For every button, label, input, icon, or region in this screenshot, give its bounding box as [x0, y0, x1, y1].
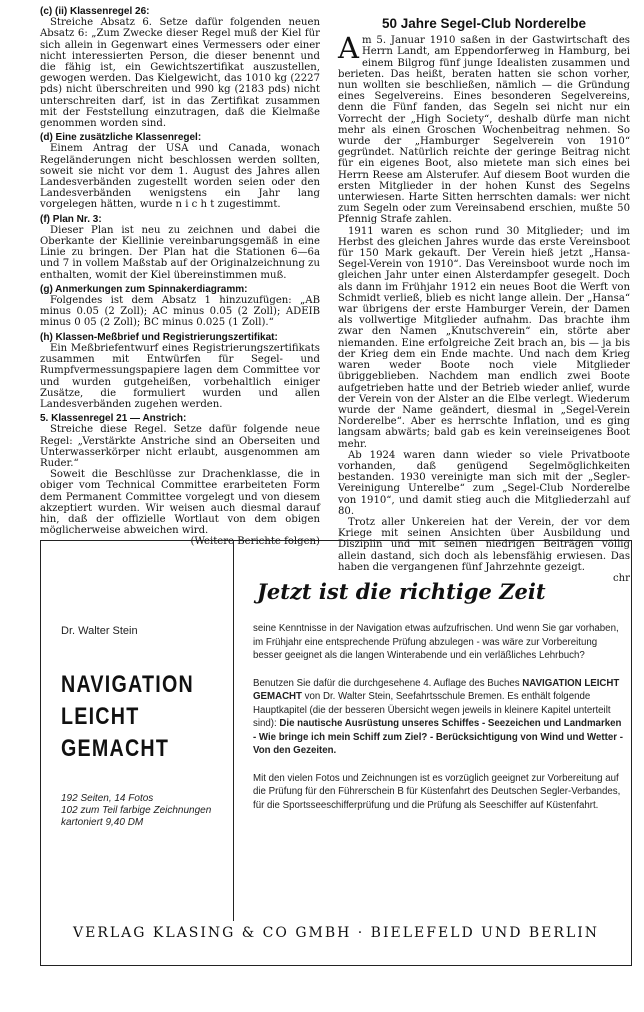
ad-p2-a: Benutzen Sie dafür die durchgesehene 4. Auflage des Buches [253, 677, 523, 689]
body-paragraph: Einem Antrag der USA und Canada, wonach Regeländerungen nicht beschlossen werden sollten, soweit sie nicht vor dem 1. August des Jahres allen Landesverbänden zugestellt worden seien oder den Landesverbänden wenigstens ein Jahr lang vorgelegen hätten, wurde n i c h t zugestimmt. [40, 143, 320, 211]
ad-paragraph-2 [253, 677, 623, 758]
ad-book-panel [41, 541, 234, 921]
ad-p2-c: von Dr. Walter Stein, Seefahrtsschule Bremen. Es enthält folgende Hauptkapitel (die der besseren Übersicht wegen jeweils in kleinere Kapitel unterteilt sind): [253, 691, 611, 729]
section-heading: (g) Anmerkungen zum Spinnakerdiagramm: [40, 283, 248, 295]
article-column [338, 6, 630, 584]
ad-book-title-line: GEMACHT [61, 735, 170, 762]
ad-p2-chapters: Die nautische Ausrüstung unseres Schiffes - Seezeichen und Landmarken - Wie bringe ich mein Schiff zum Ziel? - Berücksichtigung von Wind und Wetter - Von den Gezeiten. [253, 718, 623, 756]
body-paragraph: Streiche diese Regel. Setze dafür folgende neue Regel: „Verstärkte Anstriche sind an Oberseiten und Unterwasserkörper nicht erlaubt, ausgenommen am Ruder.“ [40, 424, 320, 469]
section-heading: (c) (ii) Klassenregel 26: [40, 6, 150, 17]
ad-headline: Jetzt ist die richtige Zeit [257, 579, 546, 604]
ad-body-text [253, 622, 623, 812]
article-paragraph-text: m 5. Januar 1910 saßen in der Gastwirtschaft des Herrn Landt, am Eppendorferweg in Hamburg, bei einem Bilgrog fünf junge Idealisten zusammen und berieten. Das heißt, beraten hatten sie schon vorher, nun wollten sie beschließen, nämlich — die Gründung eines Segelvereins. Eines besonderen Segelvereins, denn die Fünf fanden, das Segeln sei nicht nur ein Vorrecht der „High Society“, deshalb dürfe man nicht mehr als einen Groschen Wochenbeitrag nehmen. So wurde der „Hamburger Segelverein von 1910“ gegründet. Natürlich reichte der geringe Beitrag nicht für ein eigenes Boot, also mietete man sich eines bei Herrn Reese am Alsterufer. Auf diesem Boot wurden die ersten Mitglieder in der hohen Kunst des Segelns unterwiesen. Harte Sitten herrschten damals: wer nicht zum Segeln oder zum Vereinsabend erschien, mußte 50 Pfennig Strafe zahlen. [338, 35, 630, 226]
ad-p2-book-name: NAVIGATION LEICHT GEMACHT [253, 677, 620, 702]
ad-book-title-line: NAVIGATION [61, 671, 194, 698]
body-paragraph: Dieser Plan ist neu zu zeichnen und dabei die Oberkante der Kiellinie vereinbarungsgemäß in eine Linie zu bringen. Der Plan hat die Stationen 6—6a und 7 in vollem Maßstab auf der Originalzeichnung zu enthalten, womit der Kiel übereinstimmen muß. [40, 224, 320, 281]
ad-paragraph-1: seine Kenntnisse in der Navigation etwas aufzufrischen. Und wenn Sie gar vorhaben, im Frühjahr eine entsprechende Prüfung abzulegen - was wäre zur Vorbereitung besser geeignet als die langen Winterabende und ein verläßliches Lehrbuch? [253, 623, 619, 661]
section-heading: (f) Plan Nr. 3: [40, 213, 102, 225]
ad-book-title [61, 669, 194, 765]
section-heading: 5. Klassenregel 21 — Anstrich: [40, 413, 187, 425]
body-paragraph: Ein Meßbriefentwurf eines Registrierungszertifikats zusammen mit Entwürfen für Segel- und Rumpfvermessungspapiere lagen dem Committee vor und wurden gutgeheißen, vorbehaltlich einiger Zusätze, die formuliert wurden und allen Landesverbänden zugehen werden. [40, 342, 320, 410]
continuation-note: (Weitere Berichte folgen) [190, 536, 320, 548]
section-heading: (d) Eine zusätzliche Klassenregel: [40, 132, 202, 144]
article-paragraph [338, 31, 630, 226]
ad-book-specs [61, 793, 223, 829]
section-heading: (h) Klassen-Meßbrief und Registrierungszertifikat: [40, 331, 278, 343]
drop-cap: A [338, 31, 359, 66]
ad-book-title-line: LEICHT [61, 703, 140, 730]
article-body [338, 31, 630, 584]
ad-author: Dr. Walter Stein [61, 625, 138, 637]
body-paragraph: Soweit die Beschlüsse zur Drachenklasse, die in obiger vom Technical Committee erarbeiteten Form dem Permanent Committee vorgelegt und von diesem akzeptiert wurden. Wir weisen auch diesmal darauf hin, daß der offizielle Wortlaut von dem obigen möglicherweise abweichen wird. [40, 469, 320, 537]
left-column [40, 6, 320, 548]
ad-publisher: VERLAG KLASING & CO GMBH · BIELEFELD UND BERLIN [72, 925, 599, 941]
ad-spec-line: 102 zum Teil farbige Zeichnungen [61, 805, 212, 816]
article-signature: chr [613, 572, 630, 584]
article-title: 50 Jahre Segel-Club Norderelbe [381, 16, 587, 31]
body-paragraph: Streiche Absatz 6. Setze dafür folgenden neuen Absatz 6: „Zum Zwecke dieser Regel muß der Kiel für sich allein in Gegenwart eines Vermessers oder einer nicht interessierten Person, die dieser benennt und die fähig ist, ein Gewichtszertifikat auszustellen, gewogen werden. Das Kielgewicht, das 1010 kg (2227 pds) nicht überschreiten und 990 kg (2183 pds) nicht unterschreiten darf, ist in das Zertifikat zusammen mit der Feststellung einzutragen, daß die Kielmaße genommen worden sind. [40, 17, 320, 130]
article-paragraph: 1911 waren es schon rund 30 Mitglieder; und im Herbst des gleichen Jahres wurde das erste Vereinsboot für 150 Mark gekauft. Der Verein hieß jetzt „Hansa-Segel-Verein von 1910“. Das Vereinsboot wurde noch im gleichen Jahr unter einen Alsterdampfer gesegelt. Doch als dann im Frühjahr 1912 ein neues Boot die Werft von Schmidt verließ, blieb es nicht lange allein. Der „Hansa“ war übrigens der erste Hamburger Verein, der Damen als vollwertige Mitglieder aufnahm. Das brachte ihm zwar den Namen „Knutschverein“ ein, störte aber niemanden. Eine erfolgreiche Zeit brach an, bis — ja bis der Krieg dem ein Ende machte. Und nach dem Krieg waren weder Boote noch viele Mitglieder übriggeblieben. Nachdem man endlich zwei Boote aufgetrieben hatte und der Betrieb wieder anlief, wurde der Verein von der Alster an die Elbe verlegt. Wiederum wurde der Name geändert, diesmal in „Segel-Verein Norderelbe“. Aber es herrschte Inflation, und es ging langsam abwärts; bald gab es kein vereinseigenes Boot mehr. [338, 225, 630, 450]
ad-copy [253, 541, 623, 826]
book-advertisement [40, 540, 632, 966]
ad-spec-line: kartoniert 9,40 DM [61, 817, 144, 828]
body-paragraph: Folgendes ist dem Absatz 1 hinzuzufügen: „AB minus 0.05 (2 Zoll); AC minus 0.05 (2 Zoll); ADEIB minus 0 05 (2 Zoll); BC minus 0.025 (1 Zoll).“ [40, 295, 320, 329]
ad-paragraph-3: Mit den vielen Fotos und Zeichnungen ist es vorzüglich geeignet zur Vorbereitung auf die Prüfung für den Führerschein B für Küstenfahrt des Deutschen Segler-Verbandes, für die Sportsseeschifferprüfung und die Prüfung als Seeschiffer auf Küstenfahrt. [253, 772, 621, 811]
article-paragraph: Ab 1924 waren dann wieder so viele Privatboote vorhanden, daß genügend Segelmöglichkeiten bestanden. 1930 vereinigte man sich mit der „Segler-Vereinigung Unterelbe“ zum „Segel-Club Norderelbe von 1910“, und damit stieg auch die Mitgliederzahl auf 80. [338, 449, 630, 517]
ad-spec-line: 192 Seiten, 14 Fotos [61, 793, 154, 804]
article-paragraph: Trotz aller Unkereien hat der Verein, der vor dem Kriege mit seinen Ansichten über Ausbildung und Disziplin und mit seinen niedrigen Beiträgen völlig allein dastand, sich doch als lebensfähig erwiesen. Das haben die vergangenen fünf Jahrzehnte gezeigt. [338, 516, 630, 573]
